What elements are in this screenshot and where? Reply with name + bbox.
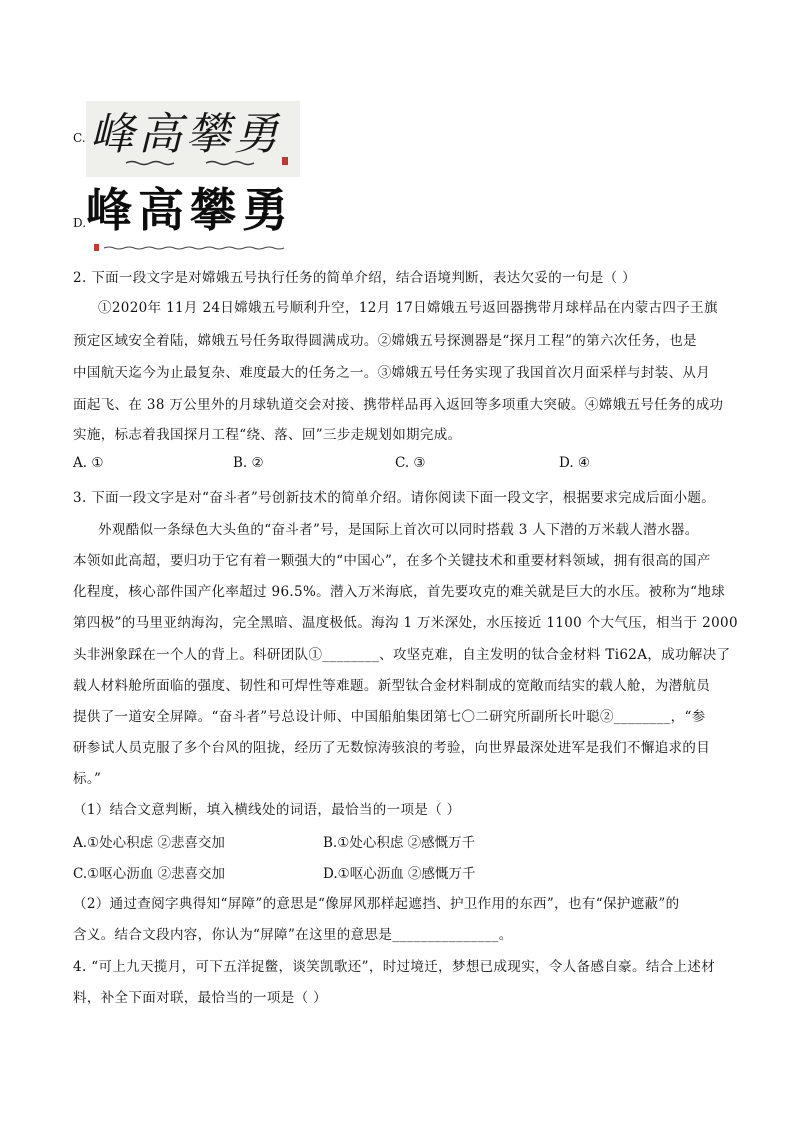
q2-passage-line: ①2020年 11月 24日嫦娥五号顺利升空，12月 17日嫦娥五号返回器携带月球样品在内蒙古四子王旗 [98, 300, 718, 316]
q3-stem: 3. 下面一段文字是对“奋斗者”号创新技术的简单介绍。请你阅读下面一段文字，根据要求完成后面小题。 [73, 490, 716, 506]
q2-choice-c[interactable]: C. ③ [395, 455, 426, 471]
q2-choice-b[interactable]: B. ② [233, 455, 264, 471]
q3-passage-line: 化程度，核心部件国产化率超过 96.5%。潜入万米海底，首先要攻克的难关就是巨大的水压。被称为“地球 [73, 584, 726, 600]
q2-passage-line: 中国航天迄今为止最复杂、难度最大的任务之一。③嫦娥五号任务实现了我国首次月面采样与封装、从月 [73, 365, 711, 381]
q3-passage-line: 头非洲象踩在一个人的背上。科研团队①________、攻坚克难，自主发明的钛合金材料 Ti62A，成功解决了 [73, 647, 731, 663]
q2-choices [73, 455, 733, 475]
q3-sub1-choice-c[interactable]: C.①呕心沥血 ②悲喜交加 [73, 866, 226, 882]
q2-choice-d[interactable]: D. ④ [559, 455, 591, 471]
q2-choice-a[interactable]: A. ① [73, 455, 104, 471]
q2-stem: 2. 下面一段文字是对嫦娥五号执行任务的简单介绍，结合语境判断，表达欠妥的一句是（ ） [73, 270, 637, 286]
calligraphy-text-c: 峰高攀勇 [90, 109, 282, 160]
calligraphy-image-d [86, 180, 300, 260]
q2-passage-line: 预定区域安全着陆，嫦娥五号任务取得圆满成功。②嫦娥五号探测器是“探月工程”的第六次任务，也是 [73, 333, 697, 349]
q3-passage-line: 提供了一道安全屏障。“奋斗者”号总设计师、中国船舶集团第七〇二研究所副所长叶聪②________，“参 [73, 709, 706, 725]
option-d-label: D. [73, 216, 87, 230]
calligraphy-image-c [86, 101, 300, 177]
q2-passage-line: 面起飞、在 38 万公里外的月球轨道交会对接、携带样品再入返回等多项重大突破。④嫦娥五号任务的成功 [73, 397, 724, 413]
q3-sub2-line: 含义。结合文段内容，你认为“屏障”在这里的意思是_______________。 [73, 927, 513, 943]
q4-line: 料，补全下面对联，最恰当的一项是（ ） [73, 990, 327, 1006]
q3-passage-line: 标。” [73, 771, 102, 787]
q4-line: 4. “可上九天揽月，可下五洋捉鳖，谈笑凯歌还”，时过境迁，梦想已成现实，令人备感自豪。结合上述材 [73, 959, 716, 975]
q3-sub1-choice-a[interactable]: A.①处心积虑 ②悲喜交加 [73, 835, 225, 851]
q3-sub2-line: （2）通过查阅字典得知“屏障”的意思是“像屏风那样起遮挡、护卫作用的东西”，也有“保护遮蔽”的 [73, 896, 680, 912]
q3-sub1-choices-row [73, 862, 733, 882]
calligraphy-text-d: 峰高攀勇 [86, 183, 294, 237]
q2-passage-line: 实施，标志着我国探月工程“绕、落、回”三步走规划如期完成。 [73, 427, 462, 443]
q3-passage-line: 载人材料舱所面临的强度、韧性和可焊性等难题。新型钛合金材料制成的宽敞而结实的载人舱，为潜航员 [73, 678, 711, 694]
q3-sub1-stem: （1）结合文意判断，填入横线处的词语，最恰当的一项是（ ） [73, 802, 461, 818]
q3-sub1-choices-row [73, 831, 733, 851]
q3-passage-line: 本领如此高超，要归功于它有着一颗强大的“中国心”，在多个关键技术和重要材料领域，拥有很高的国产 [73, 553, 711, 569]
q3-sub1-choice-d[interactable]: D.①呕心沥血 ②感慨万千 [323, 866, 476, 882]
option-c-label: C. [73, 131, 86, 145]
q3-passage-line: 研参试人员克服了多个台风的阻拢，经历了无数惊涛骇浪的考验，向世界最深处进军是我们不懈追求的目 [73, 740, 711, 756]
q3-sub1-choice-b[interactable]: B.①处心积虑 ②感慨万千 [323, 835, 476, 851]
q3-passage-line: 外观酷似一条绿色大头鱼的“奋斗者”号，是国际上首次可以同时搭载 3 人下潜的万米载人潜水器。 [98, 522, 699, 538]
q3-passage-line: 第四极”的马里亚纳海沟，完全黑暗、温度极低。海沟 1 万米深处，水压接近 1100 个大气压，相当于 2000 [73, 615, 738, 631]
